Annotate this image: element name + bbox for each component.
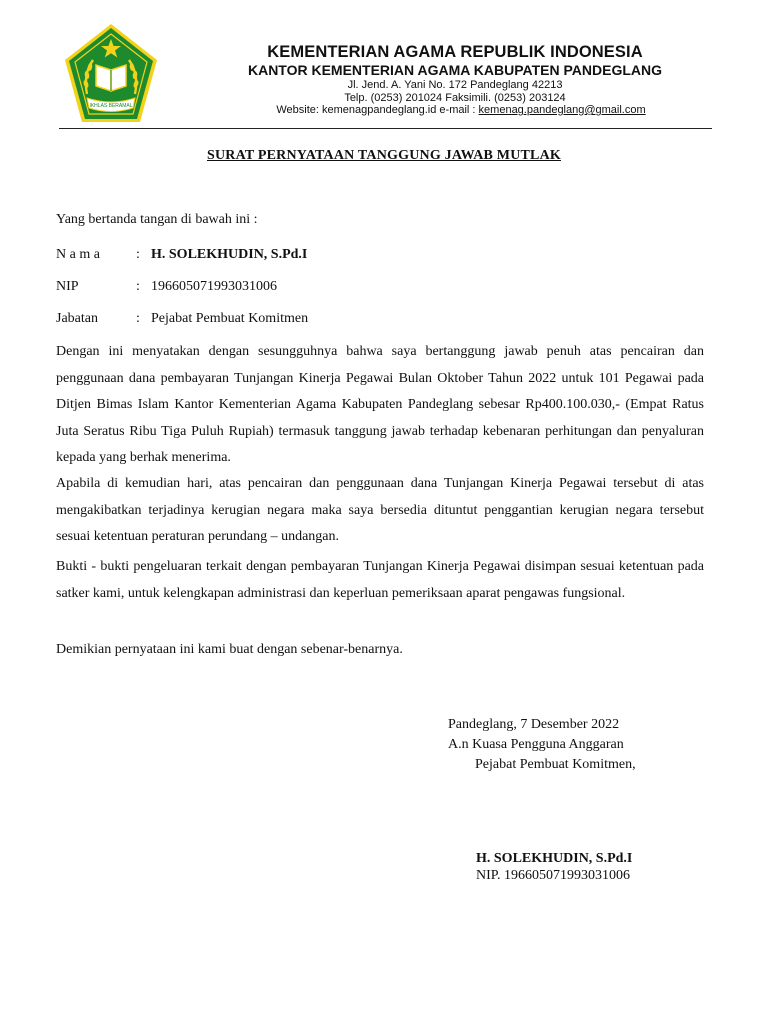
field-colon: : (136, 279, 140, 294)
document-title: SURAT PERNYATAAN TANGGUNG JAWAB MUTLAK (206, 148, 561, 163)
kemenag-logo (63, 22, 159, 126)
signatory-name: H. SOLEKHUDIN, S.Pd.I (476, 851, 633, 866)
signature-place-date: Pandeglang, 7 Desember 2022 (448, 717, 620, 732)
field-nip (56, 279, 556, 297)
header-divider (59, 128, 712, 129)
field-label: NIP (56, 279, 79, 294)
signatory-nip: NIP. 196605071993031006 (476, 868, 631, 883)
letterhead (180, 42, 730, 117)
office-address: Jl. Jend. A. Yani No. 172 Pandeglang 42213 (347, 79, 563, 91)
field-value: Pejabat Pembuat Komitmen (151, 311, 309, 326)
field-colon: : (136, 247, 140, 262)
paragraph-evidence: Bukti - bukti pengeluaran terkait dengan pembayaran Tunjangan Kinerja Pegawai disimpan sesuai ketentuan pada satker kami, untuk kelengkapan administrasi dan keperluan pemeriksaan aparat pengawas fungsional. (56, 559, 704, 601)
field-label: N a m a (56, 247, 100, 262)
signature-role-line2: Pejabat Pembuat Komitmen, (475, 757, 636, 772)
paragraph-statement: Dengan ini menyatakan dengan sesungguhnya bahwa saya bertanggung jawab penuh atas pencairan dan penggunaan dana pembayaran Tunjangan Kinerja Pegawai Bulan Oktober Tahun 2022 untuk 101 Pegawai pada Ditjen Bimas Islam Kantor Kementerian Agama Kabupaten Pandeglang sebesar Rp400.100.030,- (Empat Ratus Juta Seratus Ribu Tiga Puluh Rupiah) termasuk tanggung jawab terhadap kebenaran perhitungan dan penyaluran kepada yang berhak menerima. (56, 344, 704, 465)
email-link[interactable]: kemenag.pandeglang@gmail.com (478, 104, 646, 116)
field-value: H. SOLEKHUDIN, S.Pd.I (151, 247, 308, 262)
field-label: Jabatan (56, 311, 98, 326)
ministry-name: KEMENTERIAN AGAMA REPUBLIK INDONESIA (267, 43, 643, 61)
logo-motto-text: IKHLAS BERAMAL (89, 103, 133, 109)
paragraph-closing: Demikian pernyataan ini kami buat dengan sebenar-benarnya. (56, 642, 403, 657)
signature-role-line1: A.n Kuasa Pengguna Anggaran (448, 737, 624, 752)
office-contact (180, 104, 730, 117)
office-name: KANTOR KEMENTERIAN AGAMA KABUPATEN PANDEGLANG (247, 62, 663, 78)
office-phone: Telp. (0253) 201024 Faksimili. (0253) 203124 (344, 91, 566, 104)
field-nama (56, 247, 556, 265)
field-jabatan (56, 311, 556, 329)
intro-text: Yang bertanda tangan di bawah ini : (56, 212, 258, 227)
paragraph-liability: Apabila di kemudian hari, atas pencairan dan penggunaan dana Tunjangan Kinerja Pegawai tersebut di atas mengakibatkan terjadinya kerugian negara maka saya bersedia dituntut penggantian kerugian negara tersebut sesuai ketentuan peraturan perundang – undangan. (56, 476, 704, 544)
website-text: Website: kemenagpandeglang.id e-mail : (276, 104, 479, 116)
field-value: 196605071993031006 (151, 279, 277, 294)
field-colon: : (136, 311, 140, 326)
